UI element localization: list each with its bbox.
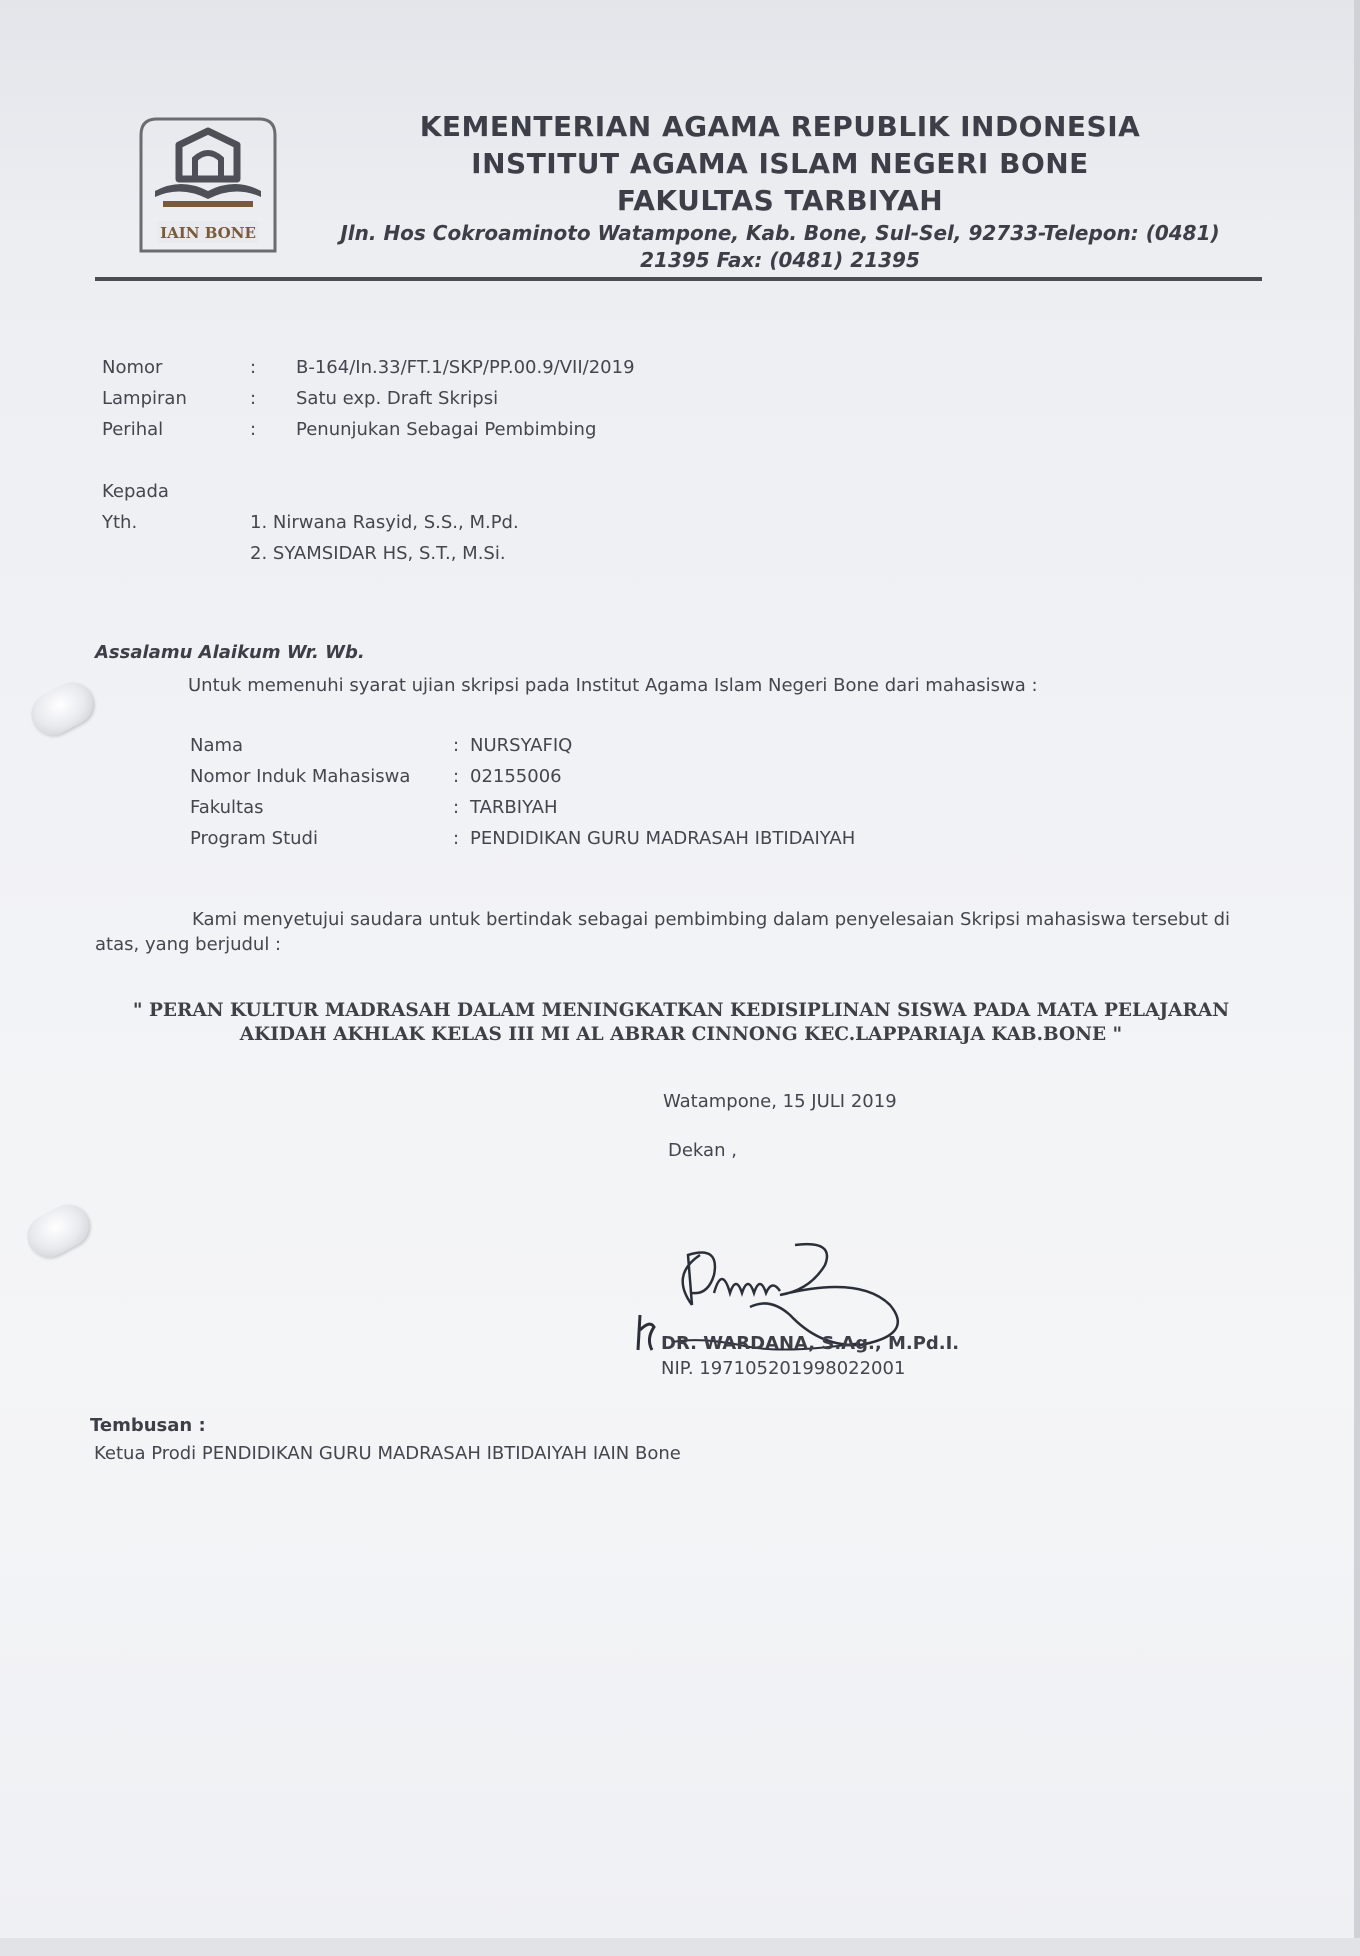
student-colon: : [453, 828, 460, 849]
thesis-title-line-1: " PERAN KULTUR MADRASAH DALAM MENINGKATKAN KEDISIPLINAN SISWA PADA MATA PELAJARAN [132, 1000, 1230, 1021]
header-divider [95, 277, 1262, 281]
meta-value-perihal: Penunjukan Sebagai Pembimbing [296, 419, 597, 440]
paper-edge [1354, 0, 1360, 1956]
place-date: Watampone, 15 JULI 2019 [663, 1091, 897, 1112]
student-label-prodi: Program Studi [190, 828, 318, 849]
meta-colon: : [250, 388, 257, 409]
faculty-heading: FAKULTAS TARBIYAH [616, 184, 944, 217]
signer-nip: NIP. 197105201998022001 [661, 1358, 906, 1379]
student-value-fakultas: TARBIYAH [470, 797, 558, 818]
recipient-yth: Yth. [102, 512, 138, 533]
paper-bottom-edge [0, 1938, 1360, 1956]
address-line-1: Jln. Hos Cokroaminoto Watampone, Kab. Bone, Sul-Sel, 92733-Telepon: (0481) [340, 221, 1220, 245]
meta-colon: : [250, 419, 257, 440]
address-line-2: 21395 Fax: (0481) 21395 [640, 248, 920, 272]
approval-line-1: Kami menyetujui saudara untuk bertindak sebagai pembimbing dalam penyelesaian Skripsi mahasiswa tersebut di [192, 909, 1231, 930]
student-colon: : [453, 797, 460, 818]
student-value-nim: 02155006 [470, 766, 562, 787]
student-label-nama: Nama [190, 735, 244, 756]
student-value-nama: NURSYAFIQ [470, 735, 573, 756]
greeting: Assalamu Alaikum Wr. Wb. [95, 642, 365, 663]
student-colon: : [453, 735, 460, 756]
meta-label-nomor: Nomor [102, 357, 163, 378]
recipient-name-2: 2. SYAMSIDAR HS, S.T., M.Si. [250, 543, 506, 564]
cc-heading: Tembusan : [90, 1415, 206, 1436]
meta-value-nomor: B-164/In.33/FT.1/SKP/PP.00.9/VII/2019 [296, 357, 635, 378]
student-label-nim: Nomor Induk Mahasiswa [190, 766, 411, 787]
punch-hole-dent [20, 1197, 96, 1264]
iain-bone-logo-icon [135, 115, 281, 255]
ministry-heading: KEMENTERIAN AGAMA REPUBLIK INDONESIA [419, 110, 1141, 143]
cc-item: Ketua Prodi PENDIDIKAN GURU MADRASAH IBTIDAIYAH IAIN Bone [94, 1443, 681, 1464]
approval-line-2: atas, yang berjudul : [95, 934, 282, 955]
meta-label-perihal: Perihal [102, 419, 164, 440]
thesis-title-line-2: AKIDAH AKHLAK KELAS III MI AL ABRAR CINNONG KEC.LAPPARIAJA KAB.BONE " [239, 1024, 1123, 1045]
student-label-fakultas: Fakultas [190, 797, 264, 818]
signer-name: DR. WARDANA, S.Ag., M.Pd.I. [661, 1333, 960, 1354]
student-colon: : [453, 766, 460, 787]
student-value-prodi: PENDIDIKAN GURU MADRASAH IBTIDAIYAH [470, 828, 856, 849]
meta-value-lampiran: Satu exp. Draft Skripsi [296, 388, 499, 409]
recipient-name-1: 1. Nirwana Rasyid, S.S., M.Pd. [250, 512, 519, 533]
institute-heading: INSTITUT AGAMA ISLAM NEGERI BONE [471, 147, 1089, 180]
recipient-kepada: Kepada [102, 481, 169, 502]
punch-hole-dent [24, 675, 100, 742]
meta-label-lampiran: Lampiran [102, 388, 187, 409]
svg-text:IAIN BONE: IAIN BONE [160, 224, 256, 242]
signer-position: Dekan , [668, 1140, 737, 1161]
intro-paragraph: Untuk memenuhi syarat ujian skripsi pada Institut Agama Islam Negeri Bone dari mahasiswa : [188, 675, 1038, 696]
meta-colon: : [250, 357, 257, 378]
